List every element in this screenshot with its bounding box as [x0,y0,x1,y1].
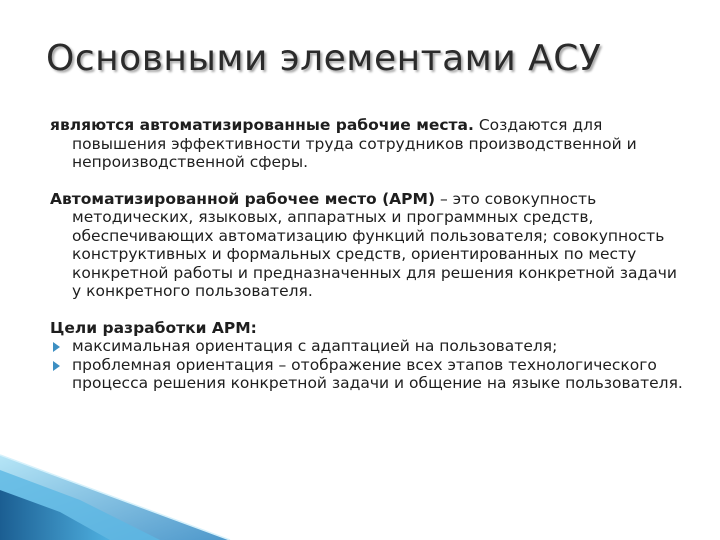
paragraph-arm-definition [50,190,690,301]
slide-body [50,116,690,393]
slide-title: Основными элементами АСУ [46,38,602,79]
triangle-bullet-icon [53,361,60,371]
triangle-bullet-icon [53,342,60,352]
list-item-text: проблемная ориентация – отображение всех этапов технологического процесса решения конкретной задачи и общение на языке пользователя. [72,355,683,392]
paragraph-text: Создаются для повышения эффективности труда сотрудников производственной и непроизводственной сферы. [72,116,637,171]
paragraph-bold-lead: Автоматизированной рабочее место (АРМ) [50,189,436,208]
list-item-text: максимальная ориентация с адаптацией на пользователя; [72,337,558,355]
paragraph-text: – это совокупность методических, языковых, аппаратных и программных средств, обеспечивающих автоматизацию функций пользователя; совокупность конструктивных и формальных средств, ориентированных по месту конкретной работы и предназначенных для решения конкретной задачи у конкретного пользователя. [72,189,677,300]
list-item [50,337,690,356]
paragraph-bold-lead: являются автоматизированные рабочие места. [50,116,474,134]
goals-list [50,337,690,393]
goals-heading: Цели разработки АРМ: [50,318,257,337]
paragraph-asu-elements [50,116,690,172]
list-item [50,356,690,393]
